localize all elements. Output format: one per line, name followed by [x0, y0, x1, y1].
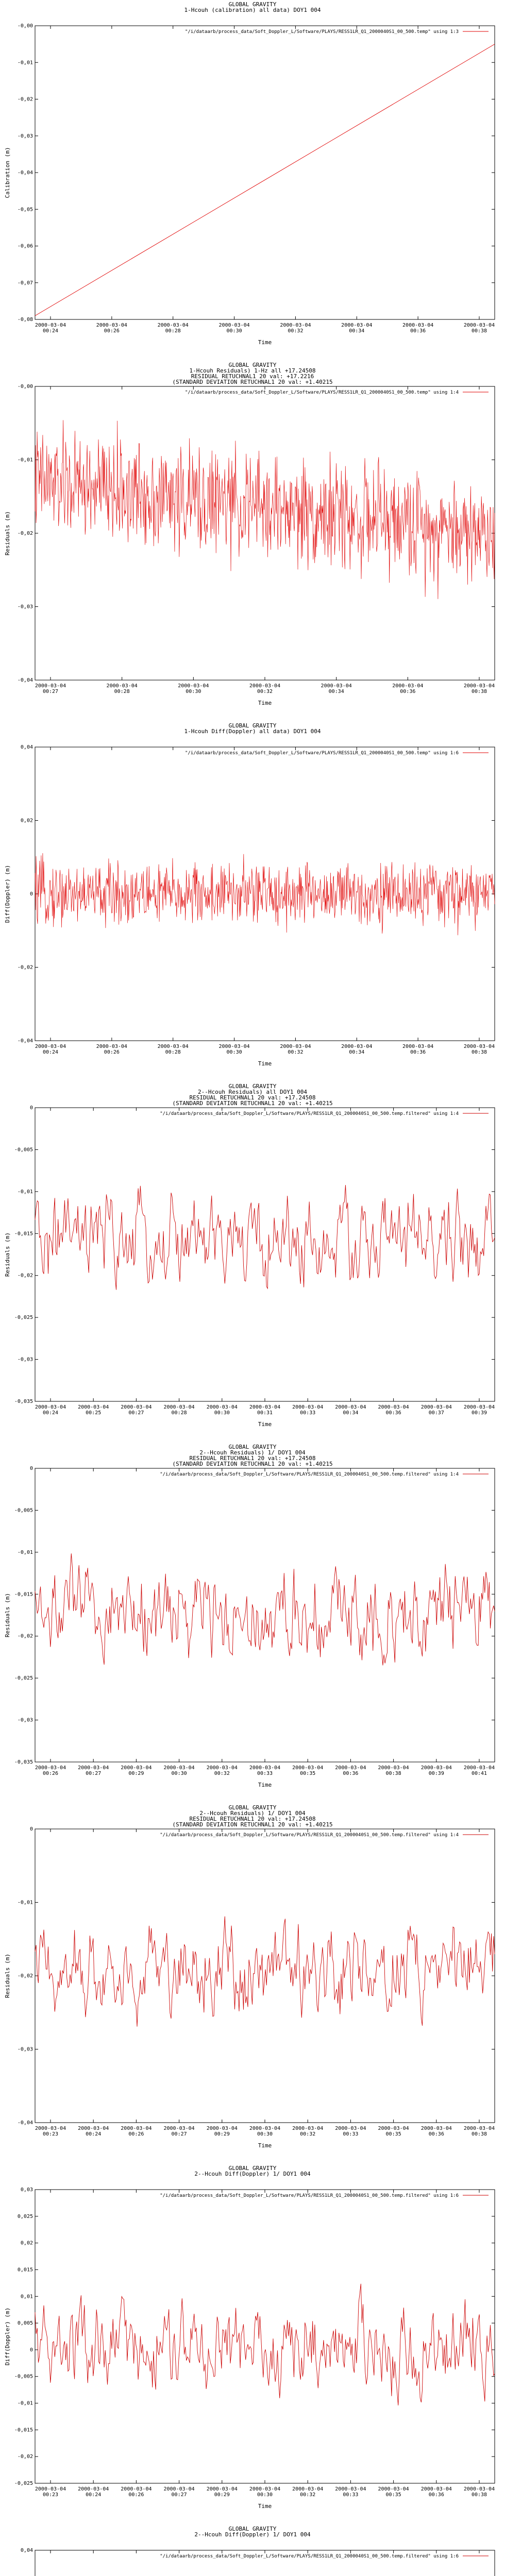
y-axis-label: Residuals (m): [4, 511, 11, 556]
chart-svg: [0, 1803, 505, 2164]
x-tick-label: 00:34: [349, 1049, 365, 1055]
y-tick-label: -0,03: [17, 1357, 33, 1363]
x-tick-label: 00:37: [428, 1410, 444, 1416]
y-tick-label: -0,04: [17, 170, 33, 176]
x-tick-label: 00:34: [349, 328, 365, 334]
x-tick-label: 2000-03-04: [335, 1404, 366, 1410]
x-tick-label: 2000-03-04: [78, 1404, 109, 1410]
chart-title: (STANDARD DEVIATION RETUCHNAL1 20 val: +1.40215: [172, 1821, 333, 1828]
x-tick-label: 2000-03-04: [402, 323, 434, 328]
x-tick-label: 2000-03-04: [121, 1404, 152, 1410]
y-tick-label: -0,015: [14, 1231, 33, 1237]
chart-panel: [0, 1082, 505, 1443]
x-tick-label: 00:30: [214, 1410, 230, 1416]
chart-title: 2--Hcouh Residuals) 1/ DOY1 004: [199, 1449, 306, 1456]
x-tick-label: 00:35: [385, 2131, 401, 2137]
x-tick-label: 00:36: [410, 1049, 426, 1055]
plot-frame: [35, 1468, 495, 1762]
y-tick-label: 0,005: [17, 2320, 33, 2327]
x-tick-label: 00:33: [257, 1771, 273, 1776]
x-tick-label: 2000-03-04: [35, 1765, 66, 1771]
chart-svg: [0, 361, 505, 721]
x-tick-label: 00:35: [385, 2492, 401, 2498]
x-tick-label: 00:31: [257, 1410, 273, 1416]
x-tick-label: 2000-03-04: [78, 1765, 109, 1771]
y-tick-label: 0,04: [20, 744, 33, 750]
x-tick-label: 2000-03-04: [249, 683, 281, 689]
x-tick-label: 2000-03-04: [420, 2486, 452, 2492]
x-tick-label: 00:32: [300, 2492, 316, 2498]
series-line: [35, 420, 495, 599]
y-tick-label: 0: [29, 891, 33, 897]
x-tick-label: 00:27: [171, 2131, 187, 2137]
x-tick-label: 00:36: [410, 328, 426, 334]
y-axis-label: Diff(Doppler) (m): [4, 865, 11, 923]
x-tick-label: 2000-03-04: [463, 1044, 495, 1049]
x-tick-label: 2000-03-04: [463, 1765, 495, 1771]
x-tick-label: 2000-03-04: [35, 683, 66, 689]
y-tick-label: -0,02: [17, 1973, 33, 1979]
legend-label: "/i/dataarb/process_data/Soft_Doppler_L/Software/PLAYS/RESS1LR_Q1_2000040S1_00_500.temp" using 1:4: [184, 390, 459, 395]
x-tick-label: 00:32: [214, 1771, 230, 1776]
y-tick-label: 0,02: [20, 2240, 33, 2246]
x-tick-label: 00:27: [42, 689, 59, 694]
y-tick-label: 0: [29, 1466, 33, 1471]
y-tick-label: -0,04: [17, 1038, 33, 1044]
x-tick-label: 00:36: [385, 1410, 401, 1416]
chart-title: (STANDARD DEVIATION RETUCHNAL1 20 val: +1.40215: [172, 1100, 333, 1107]
x-tick-label: 00:38: [471, 2492, 487, 2498]
chart-title: GLOBAL GRAVITY: [228, 362, 277, 368]
y-tick-label: -0,005: [14, 1147, 33, 1153]
legend-label: "/i/dataarb/process_data/Soft_Doppler_L/Software/PLAYS/RESS1LR_Q1_2000040S1_00_500.temp" using 1:3: [184, 29, 459, 35]
series-line: [35, 853, 495, 935]
x-tick-label: 00:30: [257, 2492, 273, 2498]
x-tick-label: 2000-03-04: [206, 1765, 238, 1771]
x-tick-label: 00:26: [128, 2492, 144, 2498]
y-tick-label: -0,02: [17, 1273, 33, 1279]
chart-title: GLOBAL GRAVITY: [228, 1444, 277, 1450]
x-tick-label: 2000-03-04: [378, 2486, 409, 2492]
x-tick-label: 2000-03-04: [335, 2486, 366, 2492]
y-axis-label: Residuals (m): [4, 1232, 11, 1277]
x-tick-label: 2000-03-04: [392, 683, 424, 689]
x-tick-label: 00:24: [86, 2131, 102, 2137]
chart-svg: [0, 721, 505, 1082]
y-tick-label: -0,04: [17, 2120, 33, 2126]
x-axis-label: Time: [258, 339, 272, 346]
x-tick-label: 2000-03-04: [35, 2486, 66, 2492]
y-tick-label: 0: [29, 1105, 33, 1111]
series-line: [35, 1185, 495, 1290]
x-tick-label: 2000-03-04: [35, 323, 66, 328]
chart-title: GLOBAL GRAVITY: [228, 2165, 277, 2172]
y-tick-label: -0,025: [14, 1675, 33, 1682]
x-tick-label: 2000-03-04: [218, 323, 250, 328]
x-tick-label: 2000-03-04: [463, 683, 495, 689]
x-tick-label: 00:38: [385, 1771, 401, 1776]
x-tick-label: 00:25: [86, 1410, 102, 1416]
x-tick-label: 2000-03-04: [249, 2486, 281, 2492]
chart-panel: [0, 721, 505, 1082]
x-tick-label: 00:36: [428, 2492, 444, 2498]
x-tick-label: 2000-03-04: [341, 323, 373, 328]
x-tick-label: 00:36: [400, 689, 416, 694]
y-tick-label: -0,01: [17, 1900, 33, 1906]
x-tick-label: 00:29: [214, 2492, 230, 2498]
x-tick-label: 00:39: [428, 1771, 444, 1776]
series-line: [35, 1917, 495, 2027]
y-tick-label: -0,025: [14, 2481, 33, 2486]
chart-title: 1-Hcouh Diff(Doppler) all data) DOY1 004: [184, 728, 321, 735]
x-tick-label: 00:34: [328, 689, 344, 694]
x-tick-label: 00:38: [471, 1049, 487, 1055]
y-tick-label: 0,02: [20, 818, 33, 824]
y-tick-label: -0,02: [17, 96, 33, 103]
x-tick-label: 2000-03-04: [206, 2486, 238, 2492]
x-tick-label: 2000-03-04: [249, 2126, 281, 2131]
x-tick-label: 2000-03-04: [378, 1765, 409, 1771]
x-tick-label: 2000-03-04: [420, 1404, 452, 1410]
y-tick-label: -0,02: [17, 964, 33, 971]
x-tick-label: 00:33: [343, 2492, 359, 2498]
chart-title: GLOBAL GRAVITY: [228, 1083, 277, 1090]
chart-title: RESIDUAL RETUCHNAL1 20 val: +17.24508: [189, 1455, 316, 1462]
x-tick-label: 00:28: [165, 1049, 181, 1055]
x-tick-label: 00:33: [300, 1410, 316, 1416]
y-tick-label: -0,06: [17, 243, 33, 249]
x-tick-label: 00:30: [171, 1771, 187, 1776]
y-tick-label: 0: [29, 2347, 33, 2353]
y-axis-label: Residuals (m): [4, 1592, 11, 1638]
x-tick-label: 00:30: [186, 689, 201, 694]
chart-svg: [0, 2524, 505, 2576]
y-tick-label: -0,08: [17, 317, 33, 323]
series-line: [35, 44, 495, 316]
x-tick-label: 00:24: [86, 2492, 102, 2498]
x-tick-label: 2000-03-04: [163, 1404, 195, 1410]
y-tick-label: -0,035: [14, 1759, 33, 1765]
chart-title: RESIDUAL RETUCHNAL1 20 val: +17.24508: [189, 1816, 316, 1822]
x-tick-label: 2000-03-04: [292, 2126, 324, 2131]
legend-label: "/i/dataarb/process_data/Soft_Doppler_L/Software/PLAYS/RESS1LR_Q1_2000040S1_00_500.temp" using 1:6: [184, 751, 459, 756]
x-tick-label: 2000-03-04: [206, 2126, 238, 2131]
x-tick-label: 00:26: [104, 328, 120, 334]
y-tick-label: -0,04: [17, 677, 33, 683]
x-tick-label: 2000-03-04: [402, 1044, 434, 1049]
x-axis-label: Time: [258, 2503, 272, 2510]
x-tick-label: 00:32: [300, 2131, 316, 2137]
chart-title: GLOBAL GRAVITY: [228, 1, 277, 8]
x-tick-label: 00:29: [128, 1771, 144, 1776]
series-line: [35, 1553, 495, 1665]
y-tick-label: -0,03: [17, 1717, 33, 1723]
chart-title: GLOBAL GRAVITY: [228, 1804, 277, 1811]
legend-label: "/i/dataarb/process_data/Soft_Doppler_L/Software/PLAYS/RESS1LR_Q1_2000040S1_00_500.temp.filtered" using 1:4: [160, 1472, 459, 1477]
x-tick-label: 00:36: [428, 2131, 444, 2137]
x-tick-label: 00:23: [42, 2492, 59, 2498]
x-tick-label: 00:24: [42, 1049, 59, 1055]
chart-panel: [0, 1803, 505, 2164]
y-tick-label: -0,035: [14, 1399, 33, 1404]
x-tick-label: 00:28: [171, 1410, 187, 1416]
x-tick-label: 00:28: [165, 328, 181, 334]
y-tick-label: -0,015: [14, 2427, 33, 2433]
y-tick-label: -0,02: [17, 1633, 33, 1639]
x-tick-label: 2000-03-04: [35, 2126, 66, 2131]
chart-title: RESIDUAL RETUCHNAL1 20 val: +17.24508: [189, 1094, 316, 1101]
y-tick-label: -0,01: [17, 1189, 33, 1195]
y-tick-label: -0,005: [14, 2374, 33, 2380]
x-tick-label: 00:27: [128, 1410, 144, 1416]
x-tick-label: 00:26: [128, 2131, 144, 2137]
y-tick-label: -0,03: [17, 133, 33, 139]
x-tick-label: 00:34: [343, 1410, 359, 1416]
x-tick-label: 00:32: [288, 1049, 304, 1055]
y-tick-label: -0,03: [17, 604, 33, 610]
x-tick-label: 2000-03-04: [121, 2126, 152, 2131]
legend-label: "/i/dataarb/process_data/Soft_Doppler_L/Software/PLAYS/RESS1LR_Q1_2000040S1_00_500.temp.filtered" using 1:4: [160, 1833, 459, 1838]
series-line: [35, 2284, 495, 2405]
chart-panel: [0, 2524, 505, 2576]
x-tick-label: 2000-03-04: [206, 1404, 238, 1410]
x-tick-label: 00:33: [343, 2131, 359, 2137]
y-tick-label: -0,07: [17, 280, 33, 286]
y-tick-label: -0,01: [17, 457, 33, 463]
y-tick-label: -0,01: [17, 60, 33, 66]
x-tick-label: 00:41: [471, 1771, 487, 1776]
x-tick-label: 2000-03-04: [78, 2126, 109, 2131]
x-tick-label: 2000-03-04: [321, 683, 352, 689]
chart-title: GLOBAL GRAVITY: [228, 2526, 277, 2532]
x-tick-label: 2000-03-04: [249, 1404, 281, 1410]
x-tick-label: 2000-03-04: [280, 1044, 311, 1049]
x-tick-label: 2000-03-04: [163, 2126, 195, 2131]
x-tick-label: 00:27: [86, 1771, 102, 1776]
x-tick-label: 2000-03-04: [292, 2486, 324, 2492]
chart-svg: [0, 2164, 505, 2524]
x-tick-label: 2000-03-04: [178, 683, 209, 689]
chart-title: 2--Hcouh Residuals) all DOY1 004: [198, 1089, 307, 1095]
x-tick-label: 2000-03-04: [292, 1765, 324, 1771]
x-axis-label: Time: [258, 1421, 272, 1428]
chart-panel: [0, 2164, 505, 2524]
chart-title: RESIDUAL RETUCHNAL1 20 val: +17.2216: [191, 373, 314, 380]
x-tick-label: 00:27: [171, 2492, 187, 2498]
x-tick-label: 2000-03-04: [335, 1765, 366, 1771]
x-tick-label: 2000-03-04: [121, 1765, 152, 1771]
chart-svg: [0, 1082, 505, 1443]
x-tick-label: 00:38: [471, 689, 487, 694]
x-tick-label: 00:36: [343, 1771, 359, 1776]
chart-title: (STANDARD DEVIATION RETUCHNAL1 20 val: +1.40215: [172, 1461, 333, 1467]
x-tick-label: 2000-03-04: [463, 2126, 495, 2131]
x-tick-label: 2000-03-04: [292, 1404, 324, 1410]
y-tick-label: 0,01: [20, 2294, 33, 2300]
x-tick-label: 2000-03-04: [420, 1765, 452, 1771]
chart-svg: [0, 1443, 505, 1803]
y-tick-label: -0,02: [17, 531, 33, 536]
y-tick-label: -0,01: [17, 2400, 33, 2406]
chart-title: GLOBAL GRAVITY: [228, 722, 277, 729]
x-tick-label: 00:35: [300, 1771, 316, 1776]
y-tick-label: -0,025: [14, 1315, 33, 1321]
x-axis-label: Time: [258, 2142, 272, 2149]
x-tick-label: 2000-03-04: [335, 2126, 366, 2131]
chart-svg: [0, 0, 505, 361]
x-tick-label: 2000-03-04: [463, 323, 495, 328]
x-tick-label: 2000-03-04: [96, 1044, 127, 1049]
y-axis-label: Calibration (m): [4, 147, 11, 198]
chart-title: 2--Hcouh Diff(Doppler) 1/ DOY1 004: [194, 2171, 311, 2177]
y-axis-label: Residuals (m): [4, 1953, 11, 1998]
x-tick-label: 00:29: [214, 2131, 230, 2137]
x-tick-label: 2000-03-04: [121, 2486, 152, 2492]
legend-label: "/i/dataarb/process_data/Soft_Doppler_L/Software/PLAYS/RESS1LR_Q1_2000040S1_00_500.temp.filtered" using 1:6: [160, 2554, 459, 2559]
x-tick-label: 00:23: [42, 2131, 59, 2137]
x-tick-label: 00:28: [114, 689, 130, 694]
x-tick-label: 2000-03-04: [157, 1044, 189, 1049]
y-tick-label: 0: [29, 1826, 33, 1832]
x-tick-label: 2000-03-04: [78, 2486, 109, 2492]
chart-panel: [0, 361, 505, 721]
x-tick-label: 00:32: [288, 328, 304, 334]
x-tick-label: 2000-03-04: [163, 1765, 195, 1771]
x-tick-label: 2000-03-04: [157, 323, 189, 328]
x-tick-label: 2000-03-04: [163, 2486, 195, 2492]
x-tick-label: 00:32: [257, 689, 273, 694]
x-tick-label: 00:30: [226, 1049, 242, 1055]
chart-title: 1-Hcouh (calibration) all data) DOY1 004: [184, 7, 321, 13]
x-axis-label: Time: [258, 1060, 272, 1067]
x-tick-label: 2000-03-04: [35, 1404, 66, 1410]
y-tick-label: -0,01: [17, 1549, 33, 1555]
x-tick-label: 2000-03-04: [96, 323, 127, 328]
legend-label: "/i/dataarb/process_data/Soft_Doppler_L/Software/PLAYS/RESS1LR_Q1_2000040S1_00_500.temp.filtered" using 1:4: [160, 1111, 459, 1116]
y-tick-label: 0,015: [17, 2267, 33, 2273]
x-tick-label: 2000-03-04: [463, 1404, 495, 1410]
chart-title: 2--Hcouh Residuals) 1/ DOY1 004: [199, 1810, 306, 1817]
y-tick-label: -0,015: [14, 1591, 33, 1598]
x-tick-label: 2000-03-04: [35, 1044, 66, 1049]
y-axis-label: Diff(Doppler) (m): [4, 2307, 11, 2366]
y-tick-label: 0,025: [17, 2213, 33, 2219]
x-tick-label: 00:38: [471, 2131, 487, 2137]
x-tick-label: 2000-03-04: [218, 1044, 250, 1049]
chart-panel: [0, 1443, 505, 1803]
plot-frame: [35, 747, 495, 1041]
y-tick-label: 0,03: [20, 2187, 33, 2193]
x-tick-label: 00:30: [226, 328, 242, 334]
x-tick-label: 00:38: [471, 328, 487, 334]
x-tick-label: 00:26: [42, 1771, 59, 1776]
chart-panel: [0, 0, 505, 361]
x-tick-label: 2000-03-04: [463, 2486, 495, 2492]
x-tick-label: 00:39: [471, 1410, 487, 1416]
x-tick-label: 00:26: [104, 1049, 120, 1055]
y-tick-label: -0,05: [17, 207, 33, 213]
x-axis-label: Time: [258, 700, 272, 706]
x-tick-label: 00:24: [42, 328, 59, 334]
legend-label: "/i/dataarb/process_data/Soft_Doppler_L/Software/PLAYS/RESS1LR_Q1_2000040S1_00_500.temp.filtered" using 1:6: [160, 2193, 459, 2198]
x-tick-label: 00:30: [257, 2131, 273, 2137]
plot-frame: [35, 26, 495, 319]
x-tick-label: 2000-03-04: [420, 2126, 452, 2131]
x-tick-label: 2000-03-04: [378, 2126, 409, 2131]
y-tick-label: -0,00: [17, 23, 33, 29]
chart-title: 2--Hcouh Diff(Doppler) 1/ DOY1 004: [194, 2531, 311, 2538]
chart-title: 1-Hcouh Residuals) 1-Hz all +17.24508: [189, 367, 316, 374]
x-axis-label: Time: [258, 1782, 272, 1788]
x-tick-label: 2000-03-04: [106, 683, 138, 689]
y-tick-label: 0,04: [20, 2548, 33, 2553]
x-tick-label: 2000-03-04: [249, 1765, 281, 1771]
chart-title: (STANDARD DEVIATION RETUCHNAL1 20 val: +1.40215: [172, 379, 333, 385]
y-tick-label: -0,03: [17, 2046, 33, 2053]
y-tick-label: -0,00: [17, 384, 33, 389]
x-tick-label: 2000-03-04: [378, 1404, 409, 1410]
x-tick-label: 2000-03-04: [341, 1044, 373, 1049]
y-tick-label: -0,02: [17, 2454, 33, 2460]
plot-frame: [35, 2190, 495, 2483]
x-tick-label: 00:24: [42, 1410, 59, 1416]
x-tick-label: 2000-03-04: [280, 323, 311, 328]
y-tick-label: -0,005: [14, 1507, 33, 1514]
